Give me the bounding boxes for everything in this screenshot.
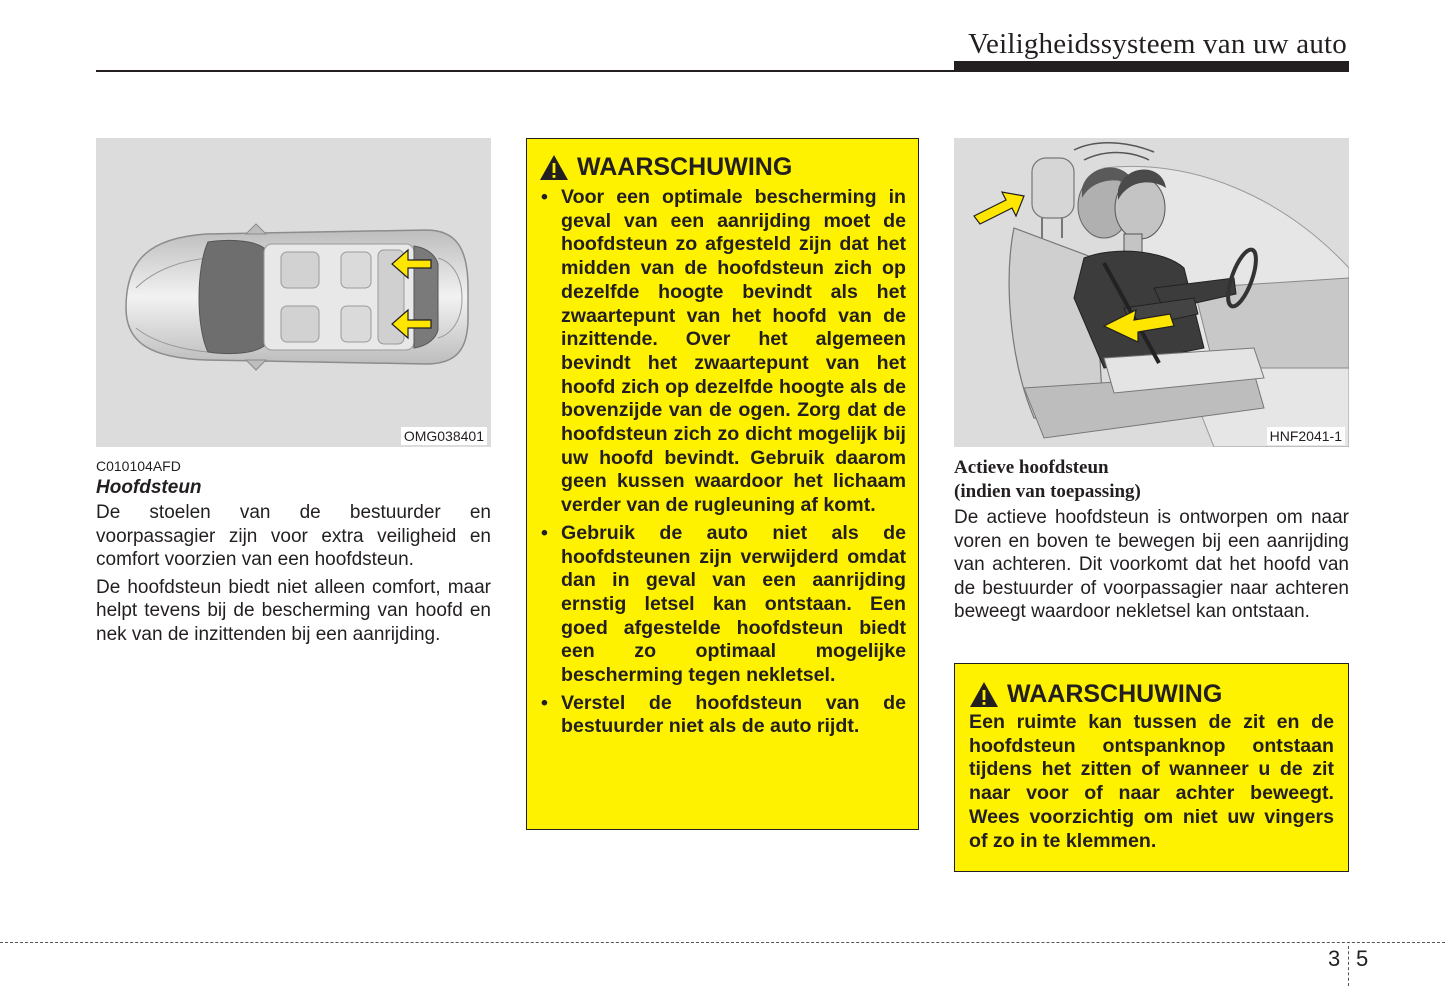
page-number: 5: [1356, 946, 1369, 971]
paragraph-active-headrest: De actieve hoofdsteun is ontworpen om naar voren en boven te bewegen bij een aanrijding van achteren. Dit voorkomt dat het hoofd van de bestuurder of voorpassagier naar achteren beweegt waardoor nekletsel kan ontstaan.: [954, 507, 1349, 623]
section-heading-line1: Actieve hoofdsteun: [954, 457, 1109, 478]
warning-title-text: WAARSCHUWING: [577, 153, 793, 181]
warning-bullet: • Verstel de hoofdsteun van de bestuurder niet als de auto rijdt.: [539, 692, 906, 739]
warning-box-headrest: [526, 138, 919, 830]
figure-code: OMG038401: [401, 427, 487, 445]
right-text-column: [954, 456, 1349, 628]
section-heading-line2: (indien van toepassing): [954, 481, 1141, 502]
driver-seat-illustration: [954, 138, 1349, 447]
warning-box-gap: [954, 663, 1349, 872]
header-rule: [96, 70, 1349, 72]
warning-triangle-icon: [969, 681, 999, 708]
paragraph-1: De stoelen van de bestuurder en voorpassagier zijn voor extra veiligheid en comfort voorzien van een hoofdsteun.: [96, 502, 491, 571]
left-text-column: [96, 457, 491, 651]
page-header-title: Veiligheidssysteem van uw auto: [968, 28, 1347, 60]
warning-bullet-list: [539, 186, 906, 739]
footer-dashed-rule: [0, 942, 1445, 943]
paragraph-2: De hoofdsteun biedt niet alleen comfort, maar helpt tevens bij de bescherming van hoofd en nek van de inzittenden bij een aanrijding.: [96, 576, 491, 645]
page-number-divider: [1348, 946, 1349, 986]
warning-text: Een ruimte kan tussen de zit en de hoofdsteun ontspanknop ontstaan tijdens het zitten of wanneer u de zit naar voor of naar achter beweegt. Wees voorzichtig om niet uw vingers of zo in te klemmen.: [969, 711, 1334, 852]
warning-triangle-icon: [539, 154, 569, 181]
section-subtitle: Hoofdsteun: [96, 477, 202, 498]
warning-title-text: WAARSCHUWING: [1007, 680, 1223, 708]
chapter-number: 3: [1328, 946, 1341, 971]
warning-title: [969, 680, 1334, 709]
section-code: C010104AFD: [96, 458, 181, 474]
car-top-illustration: [96, 138, 491, 447]
figure-code: HNF2041-1: [1267, 427, 1345, 445]
figure-car-top-view: [96, 138, 491, 447]
warning-bullet: • Voor een optimale bescherming in geval van een aanrijding moet de hoofdsteun zo afgesteld zijn dat het midden van de hoofdsteun zich op dezelfde hoogte bevindt als het zwaartepunt van het hoofd van de inzittende. Over het algemeen bevindt het zwaartepunt van het hoofd zich op dezelfde hoogte als de bovenzijde van de ogen. Zorg dat de hoofdsteun zich zo dicht mogelijk bij uw hoofd bevindt. Gebruik daarom geen kussen waardoor het lichaam verder van de rugleuning af komt.: [539, 186, 906, 518]
figure-active-headrest: [954, 138, 1349, 447]
warning-bullet: • Gebruik de auto niet als de hoofdsteunen zijn verwijderd omdat dan in geval van een aanrijding ernstig letsel kan ontstaan. Een goed afgestelde hoofdsteun biedt een zo optimaal mogelijke bescherming tegen nekletsel.: [539, 522, 906, 688]
warning-title: [539, 153, 906, 182]
